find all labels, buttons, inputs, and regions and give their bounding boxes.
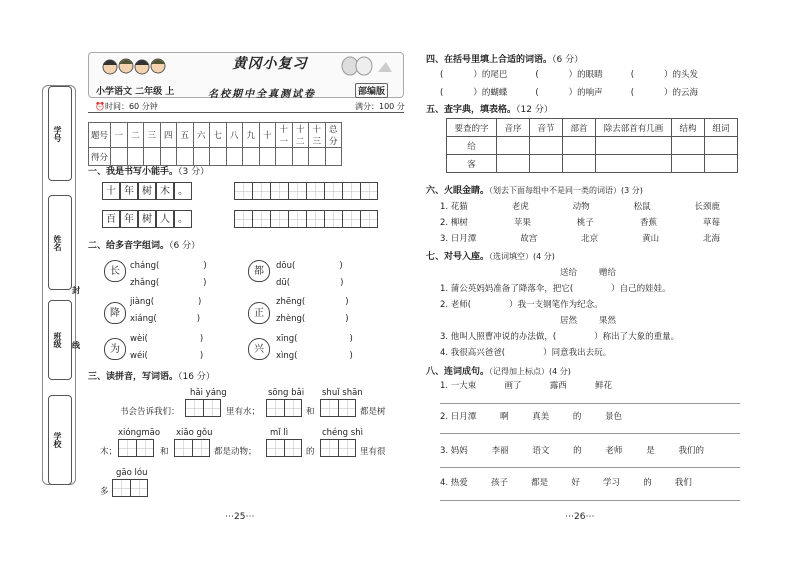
dict-cell[interactable] (705, 155, 738, 173)
answer-grid[interactable] (174, 439, 210, 457)
dict-char: 客 (447, 155, 497, 173)
copy-char: 木 (156, 182, 174, 200)
s6-title-text: 六、火眼金睛。 (426, 186, 490, 196)
section-2-title (88, 238, 200, 251)
paren: ( (535, 88, 539, 98)
paren: ) (349, 351, 353, 361)
s5-title-text: 五、查字典，填表格。 (426, 105, 517, 115)
answer-line[interactable] (440, 403, 740, 404)
dict-header: 除去部首有几画 (596, 119, 672, 137)
word[interactable]: 桃子 (576, 218, 594, 228)
fill-text: ）的蝴蝶 (473, 88, 508, 98)
sentence-text: 和 (306, 407, 315, 417)
paren: ) (196, 314, 201, 324)
copy-char: 年 (120, 182, 138, 200)
score-cell: 得分 (89, 148, 111, 166)
dict-row (447, 137, 738, 155)
s3-title-text: 三、读拼音，写词语。 (88, 372, 179, 382)
score-cell: 十三 (309, 123, 326, 148)
score-cell: 六 (193, 123, 210, 148)
s4-score: （6 分） (552, 55, 584, 65)
word: 老师 (605, 446, 623, 456)
page-left-value: 25 (234, 512, 246, 522)
sentence-part: 2. 老师( (440, 300, 472, 310)
word[interactable]: 长颈鹿 (694, 202, 720, 212)
word-order-row (440, 444, 704, 456)
score-cell: 二 (127, 123, 144, 148)
pinyin-hint: hǎi yáng (190, 388, 227, 398)
word[interactable]: 松鼠 (633, 202, 651, 212)
score-value-row (89, 148, 342, 166)
choice: 果然 (599, 316, 617, 326)
pinyin-hint: xiǎo gǒu (176, 428, 213, 438)
pinyin: xìng( (276, 351, 298, 361)
s2-title-text: 二、给多音字组词。 (88, 241, 170, 251)
class-label: 班级 (53, 332, 62, 348)
sentence-text: 多 (100, 487, 109, 497)
word: 李丽 (491, 446, 509, 456)
s7-title-text: 七、对号入座。 (426, 252, 490, 262)
copy-char: 树 (138, 210, 156, 228)
paren: ) (203, 261, 207, 271)
word: 2. 日月潭 (440, 412, 477, 422)
copy-char: 人 (156, 210, 174, 228)
word: 是 (646, 446, 655, 456)
score-cell: 十 (259, 123, 276, 148)
paren: ) (199, 351, 204, 361)
paren: ( (440, 70, 444, 80)
s3-score: （16 分） (178, 372, 215, 382)
answer-grid[interactable] (185, 399, 221, 417)
word: 都是 (531, 478, 549, 488)
dict-header: 组词 (705, 119, 738, 137)
word: 露西 (549, 381, 567, 391)
score-cell: 七 (210, 123, 227, 148)
dict-header: 部首 (563, 119, 596, 137)
choice: 赠给 (599, 268, 617, 278)
s8-title-text: 八、连词成句。 (426, 367, 490, 377)
dict-char: 给 (447, 137, 497, 155)
pinyin: xiáng( (130, 314, 157, 324)
s7-score: （选词填空）(4 分) (489, 252, 555, 261)
fill-text: ）的眼睛 (568, 70, 603, 80)
word[interactable]: 黄山 (642, 234, 660, 244)
pinyin-hint: sōng bǎi (268, 388, 305, 398)
paren: ( (440, 88, 444, 98)
polyphone-entry[interactable] (130, 297, 201, 307)
s1-score: （3 分） (178, 167, 210, 177)
score-cell: 五 (177, 123, 194, 148)
dict-cell[interactable] (672, 155, 705, 173)
pinyin: dōu( (276, 261, 296, 271)
word: 啊 (499, 412, 509, 422)
copy-char: 。 (174, 210, 192, 228)
pinyin: wéi( (130, 351, 148, 361)
class-slot[interactable] (48, 300, 72, 380)
copy-char: 百 (102, 210, 120, 228)
score-input[interactable] (276, 148, 293, 166)
sentence-part: ）同意我出去玩。 (543, 348, 612, 358)
word: 真美 (532, 412, 550, 422)
edition-badge: 部编版 (355, 83, 388, 98)
fill-sentence[interactable] (440, 346, 611, 358)
score-table (88, 122, 342, 166)
pinyin-hint: gāo lóu (116, 468, 148, 478)
paren: ) (199, 334, 204, 344)
polyphone-entry[interactable] (130, 334, 203, 344)
paren: ( (630, 88, 635, 98)
word: 我们 (674, 478, 692, 488)
paren: ) (203, 278, 207, 288)
odd-one-row (440, 216, 720, 228)
s4-title-text: 四、在括号里填上合适的词语。 (426, 55, 553, 65)
dict-cell[interactable] (563, 137, 596, 155)
sentence-part: ）自己的娃娃。 (611, 284, 671, 294)
page-number-left: ⋯25⋯ (225, 512, 255, 522)
answer-line[interactable] (440, 467, 740, 468)
polyphone-entry[interactable] (130, 351, 203, 361)
score-input[interactable] (292, 148, 309, 166)
answer-grid[interactable] (112, 479, 148, 497)
header-rule (88, 112, 404, 113)
score-cell: 八 (226, 123, 243, 148)
section-6-title (426, 183, 643, 196)
pinyin: xīng( (276, 334, 298, 344)
answer-grid[interactable] (320, 399, 356, 417)
word-order-row (440, 410, 622, 422)
copy-line-2 (102, 210, 192, 228)
fill-sentence[interactable] (440, 330, 679, 342)
score-cell: 三 (144, 123, 161, 148)
page-right-value: 26 (574, 512, 586, 522)
dict-cell[interactable] (596, 155, 672, 173)
copy-char: 年 (120, 210, 138, 228)
fill-row[interactable] (440, 86, 698, 98)
odd-one-row (440, 200, 720, 212)
sentence-text: 的 (306, 447, 315, 457)
s6-score: （划去下面每组中不是同一类的词语）(3 分) (489, 186, 643, 195)
answer-grid[interactable] (118, 439, 154, 457)
polyphone-entry[interactable] (130, 314, 200, 324)
time-text: 时间：60 分钟 (104, 102, 158, 111)
pinyin: zhēng( (276, 297, 306, 307)
word-choice-pair (560, 266, 616, 278)
score-input[interactable] (259, 148, 276, 166)
choice: 居然 (560, 316, 578, 326)
subject-label: 小学语文 二年级 上 (96, 87, 175, 97)
score-input[interactable] (210, 148, 227, 166)
score-input[interactable] (193, 148, 210, 166)
score-input[interactable] (160, 148, 177, 166)
dictionary-table (446, 118, 738, 173)
word: 的 (643, 478, 652, 488)
dict-header-row (447, 119, 738, 137)
name-label: 姓名 (53, 234, 62, 251)
score-cell: 十一 (276, 123, 293, 148)
score-input[interactable] (309, 148, 326, 166)
sentence-text: 里有很 (360, 447, 386, 457)
word: 的 (572, 412, 582, 422)
section-5-title (426, 102, 553, 115)
pinyin: jiàng( (130, 297, 155, 307)
dict-row (447, 155, 738, 173)
paren: ) (198, 297, 202, 307)
dict-cell[interactable] (596, 137, 672, 155)
sentence-text: 都是动物； (214, 447, 257, 457)
name-slot[interactable] (48, 195, 72, 290)
word: 画了 (504, 381, 522, 391)
paren: ) (345, 314, 349, 324)
choice: 送给 (560, 268, 578, 278)
paren: ) (339, 261, 343, 271)
dict-header: 结构 (672, 119, 705, 137)
polyphone-entry[interactable] (276, 297, 349, 307)
dict-header: 音序 (497, 119, 530, 137)
word: 鲜花 (594, 381, 612, 391)
section-4-title (426, 52, 583, 65)
score-cell: 九 (243, 123, 260, 148)
pinyin: wèi( (130, 334, 148, 344)
word: 我们的 (678, 446, 704, 456)
line-mark: 线 (72, 341, 80, 350)
copy-char: 。 (174, 182, 192, 200)
writing-grid-2[interactable] (234, 210, 378, 228)
score-cell: 四 (160, 123, 177, 148)
word[interactable]: 1. 花猫 (440, 202, 468, 212)
score-header-row (89, 123, 342, 148)
word: 4. 热爱 (440, 478, 468, 488)
paren: ( (535, 70, 539, 80)
sentence-part: 3. 他叫人照曹冲说的办法做，( (440, 332, 557, 342)
dict-cell[interactable] (705, 137, 738, 155)
full-score: 满分：100 分 (355, 102, 405, 111)
clock-icon: ⏰ (95, 102, 105, 111)
section-8-title (426, 364, 571, 377)
polyphone-entry[interactable] (130, 261, 207, 271)
dict-cell[interactable] (497, 155, 530, 173)
fill-text: ）的头发 (664, 70, 699, 80)
answer-grid[interactable] (266, 399, 302, 417)
word: 景色 (604, 412, 622, 422)
school-slot[interactable] (48, 395, 72, 485)
fill-text: ）的云海 (664, 88, 699, 98)
pinyin: zhǎng( (130, 278, 160, 288)
polyphone-char: 降 (104, 302, 126, 324)
score-cell: 一 (111, 123, 128, 148)
word[interactable]: 北京 (581, 234, 599, 244)
copy-line-1 (102, 182, 192, 200)
pinyin-hint: xióngmāo (118, 428, 161, 438)
answer-line[interactable] (440, 500, 740, 501)
copy-char: 十 (102, 182, 120, 200)
score-input[interactable] (127, 148, 144, 166)
word[interactable]: 草莓 (702, 218, 720, 228)
polyphone-char: 兴 (248, 338, 270, 360)
word[interactable]: 北海 (702, 234, 720, 244)
s2-score: （6 分） (169, 241, 201, 251)
word: 3. 妈妈 (440, 446, 468, 456)
word[interactable]: 故宫 (520, 234, 538, 244)
word[interactable]: 苹果 (513, 218, 531, 228)
polyphone-entry[interactable] (276, 314, 349, 324)
odd-one-row (440, 232, 720, 244)
word: 学习 (603, 478, 621, 488)
sentence-text: 书会告诉我们： (120, 407, 180, 417)
sentence-text: 和 (160, 447, 169, 457)
score-cell: 总分 (325, 123, 342, 148)
exam-title: 名校期中全真测试卷 (208, 89, 316, 100)
word: 的 (573, 446, 582, 456)
answer-grid[interactable] (266, 439, 302, 457)
answer-line[interactable] (440, 433, 740, 434)
score-input[interactable] (144, 148, 161, 166)
pinyin: zhèng( (276, 314, 306, 324)
fill-sentence[interactable] (440, 282, 671, 294)
school-label: 学校 (53, 432, 62, 448)
score-cell: 题号 (89, 123, 111, 148)
fill-sentence[interactable] (440, 298, 603, 310)
kids-illustration (100, 55, 180, 81)
score-input[interactable] (226, 148, 243, 166)
word[interactable]: 3. 日月潭 (440, 234, 477, 244)
fill-text: ）的尾巴 (473, 70, 508, 80)
section-3-title (88, 369, 215, 382)
sentence-text: 木； (100, 447, 118, 457)
pinyin: dū( (276, 278, 291, 288)
word[interactable]: 香蕉 (639, 218, 657, 228)
paren: ) (345, 297, 349, 307)
writing-grid-1[interactable] (234, 182, 378, 200)
dict-cell[interactable] (530, 137, 563, 155)
polyphone-entry[interactable] (276, 261, 343, 271)
word[interactable]: 老虎 (511, 202, 529, 212)
sentence-part: ）称出了大象的重量。 (594, 332, 680, 342)
word: 孩子 (490, 478, 508, 488)
sentence-part: 4. 我很高兴爸爸( (440, 348, 506, 358)
answer-grid[interactable] (320, 439, 356, 457)
sentence-part: ）我一支钢笔作为纪念。 (509, 300, 603, 310)
pinyin: cháng( (130, 261, 160, 271)
word: 语文 (532, 446, 550, 456)
sentence-text: 都是树 (360, 407, 386, 417)
student-id-slot[interactable] (48, 86, 72, 181)
dict-cell[interactable] (672, 137, 705, 155)
dict-cell[interactable] (563, 155, 596, 173)
polyphone-entry[interactable] (276, 351, 353, 361)
section-7-title (426, 249, 555, 262)
word-order-row (440, 379, 612, 391)
fill-text: ）的响声 (568, 88, 603, 98)
score-input[interactable] (325, 148, 342, 166)
word[interactable]: 2. 柳树 (440, 218, 468, 228)
word[interactable]: 动物 (572, 202, 590, 212)
polyphone-char: 都 (248, 260, 270, 282)
balloons-illustration (338, 56, 398, 80)
paren: ) (340, 278, 344, 288)
page-number-right: ⋯26⋯ (565, 512, 595, 522)
polyphone-char: 为 (104, 338, 126, 360)
seal-mark: 封 (72, 286, 80, 295)
score-cell: 十二 (292, 123, 309, 148)
polyphone-entry[interactable] (276, 278, 343, 288)
brand-logo: 黄冈小复习 (232, 56, 308, 72)
paren: ) (349, 334, 353, 344)
polyphone-entry[interactable] (130, 278, 207, 288)
s8-score: （记得加上标点）(4 分) (489, 367, 571, 376)
polyphone-entry[interactable] (276, 334, 353, 344)
dict-cell[interactable] (497, 137, 530, 155)
score-input[interactable] (177, 148, 194, 166)
word-choice-pair (560, 314, 616, 326)
section-1-title (88, 164, 209, 177)
time-limit (95, 101, 158, 112)
polyphone-char: 正 (248, 302, 270, 324)
pinyin-hint: shuǐ shān (322, 388, 363, 398)
copy-char: 树 (138, 182, 156, 200)
dict-header: 音节 (530, 119, 563, 137)
s5-score: （12 分） (516, 105, 553, 115)
student-id-label: 学号 (53, 125, 62, 142)
dict-cell[interactable] (530, 155, 563, 173)
pinyin-hint: chéng shì (322, 428, 363, 438)
score-input[interactable] (243, 148, 260, 166)
sentence-part: 1. 蒲公英妈妈准备了降落伞，把它( (440, 284, 574, 294)
word-order-row (440, 476, 692, 488)
polyphone-char: 长 (104, 260, 126, 282)
paren: ( (630, 70, 635, 80)
dict-header: 要查的字 (447, 119, 497, 137)
word: 好 (571, 478, 580, 488)
sentence-text: 里有水； (226, 407, 261, 417)
word: 1. 一大束 (440, 381, 477, 391)
pinyin-hint: mǐ lì (270, 428, 289, 438)
fill-row[interactable] (440, 68, 698, 80)
s1-title-text: 一、我是书写小能手。 (88, 167, 179, 177)
score-input[interactable] (111, 148, 128, 166)
